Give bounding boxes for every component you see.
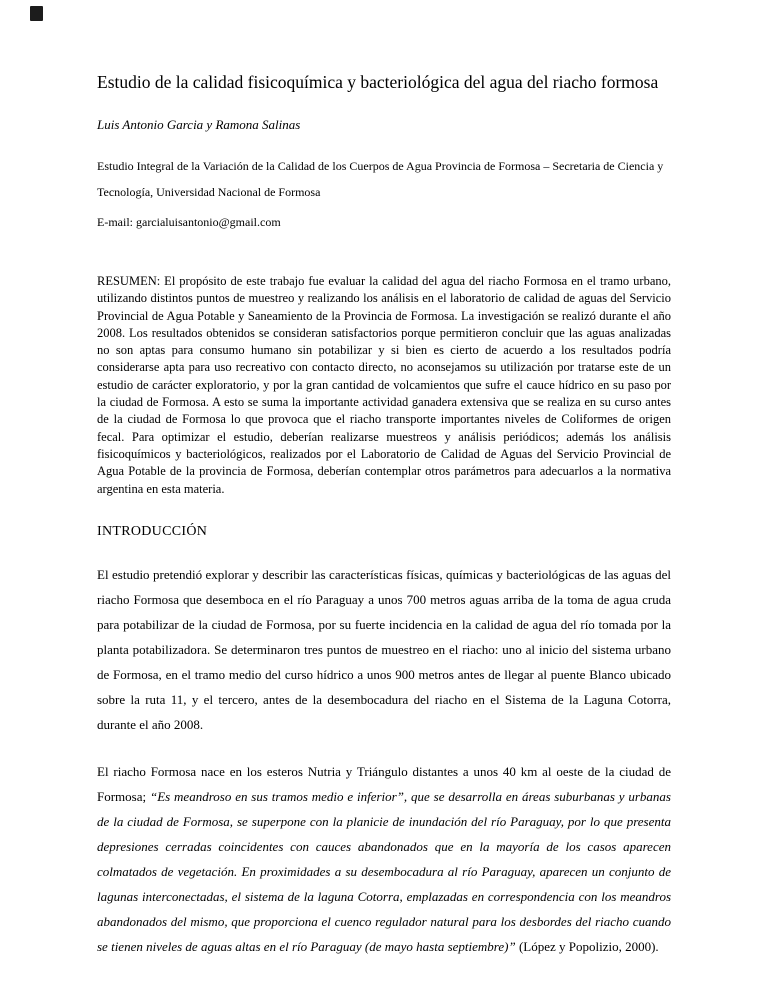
scan-artifact-mark bbox=[30, 6, 43, 21]
abstract-paragraph: RESUMEN: El propósito de este trabajo fue evaluar la calidad del agua del riacho Formosa en el tramo urbano, utilizando distintos puntos de muestreo y realizando los análisis en el laboratorio de calidad de aguas del Servicio Provincial de Agua Potable y Saneamiento de la Provincia de Formosa. La investigación se realizó durante el año 2008. Los resultados obtenidos se consideran satisfactorios porque permitieron concluir que las aguas analizadas no son aptas para consumo humano sin potabilizar y si bien es cierto de acuerdo a los resultados podría considerarse apta para uso recreativo con contacto directo, no aconsejamos su utilización por tratarse este de un estudio de carácter exploratorio, y por la gran cantidad de volcamientos que sufre el cauce hídrico en su paso por la ciudad de Formosa. A esto se suma la importante actividad ganadera extensiva que se realiza en su curso antes de la ciudad de Formosa lo que provoca que el riacho transporte importantes niveles de Coliformes de origen fecal. Para optimizar el estudio, deberían realizarse muestreos y análisis periódicos; además los análisis fisicoquímicos y bacteriológicos, realizados por el Laboratorio de Calidad de Aguas del Servicio Provincial de Agua Potable de la provincia de Formosa, deberían contemplar otros parámetros para adecuarlos a la normativa argentina en esta materia. bbox=[97, 274, 671, 496]
authors-line: Luis Antonio Garcia y Ramona Salinas bbox=[97, 117, 301, 132]
paper-title: Estudio de la calidad fisicoquímica y bacteriológica del agua del riacho formosa bbox=[97, 72, 659, 92]
intro-paragraph-1: El estudio pretendió explorar y describir las características físicas, químicas y bacteriológicas de las aguas del riacho Formosa que desemboca en el río Paraguay a unos 700 metros aguas arriba de la toma de agua cruda para potabilizar de la ciudad de Formosa, por su fuerte incidencia en la calidad de agua del río tomada por la planta potabilizadora. Se determinaron tres puntos de muestreo en el riacho: uno al inicio del sistema urbano de Formosa, en el tramo medio del curso hídrico a unos 900 metros antes de llegar al puente Blanco ubicado sobre la ruta 11, y el tercero, antes de la desembocadura del riacho en el Sistema de la Laguna Cotorra, durante el año 2008. bbox=[97, 566, 671, 732]
text-segment: “Es meandroso en sus tramos medio e inferior”, que se desarrolla en áreas suburbanas y urbanas de la ciudad de Formosa, se superpone con la planicie de inundación del río Paraguay, por lo que presenta depresiones cerradas coincidentes con cauces abandonados que en la mayoría de los casos aparecen colmatados de vegetación. En proximidades a su desembocadura al río Paraguay, aparecen un conjunto de lagunas interconectadas, el sistema de la laguna Cotorra, emplazadas en correspondencia con los meandros abandonados del mismo, que proporciona el cuenco regulador natural para los desbordes del riacho cuando se tienen niveles de aguas altas en el río Paraguay (de mayo hasta septiembre)” bbox=[97, 788, 671, 954]
affiliation-line: Estudio Integral de la Variación de la Calidad de los Cuerpos de Agua Provincia de Formosa – Secretaria de Ciencia y Tecnología, Universidad Nacional de Formosa bbox=[97, 159, 664, 199]
text-segment: (López y Popolizio, 2000). bbox=[515, 938, 659, 954]
paper-content bbox=[97, 0, 671, 972]
text-segment: El riacho Formosa nace en los esteros Nutria y Triángulo distantes a unos 40 km al oeste de la ciudad de Formosa; bbox=[97, 763, 671, 804]
intro-paragraph-2 bbox=[97, 759, 671, 959]
section-heading-introduccion: INTRODUCCIÓN bbox=[97, 523, 208, 539]
email-line: E-mail: garcialuisantonio@gmail.com bbox=[97, 215, 281, 229]
